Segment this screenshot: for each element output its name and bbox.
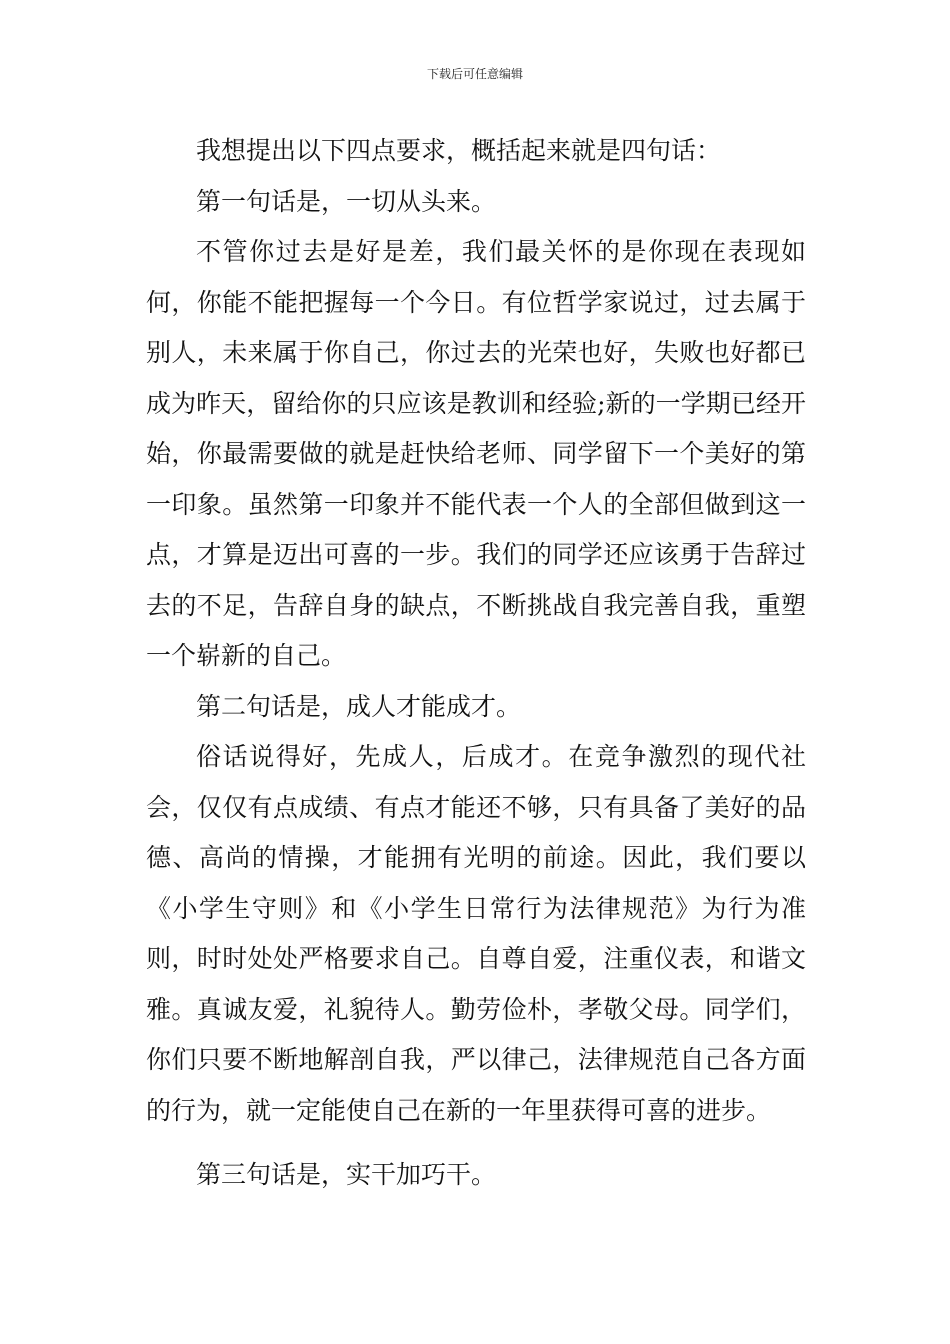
paragraph-point-two-heading: 第二句话是，成人才能成才。 bbox=[196, 691, 522, 721]
paragraph-point-one-body: 不管你过去是好是差，我们最关怀的是你现在表现如何，你能不能把握每一个今日。有位哲学家说过，过去属于别人，未来属于你自己，你过去的光荣也好，失败也好都已成为昨天，留给你的只应该是教训和经验;新的一学期已经开始，你最需要做的就是赶快给老师、同学留下一个美好的第一印象。虽然第一印象并不能代表一个人的全部但做到这一点，才算是迈出可喜的一步。我们的同学还应该勇于告辞过去的不足，告辞自身的缺点，不断挑战自我完善自我，重塑一个崭新的自己。 bbox=[146, 237, 806, 670]
document-body bbox=[146, 126, 806, 1201]
paragraph-point-three-heading: 第三句话是，实干加巧干。 bbox=[196, 1160, 497, 1189]
paragraph-point-two-body: 俗话说得好，先成人，后成才。在竞争激烈的现代社会，仅仅有点成绩、有点才能还不够，只有具备了美好的品德、高尚的情操，才能拥有光明的前途。因此，我们要以《小学生守则》和《小学生日常行为法律规范》为行为准则，时时处处严格要求自己。自尊自爱，注重仪表，和谐文雅。真诚友爱，礼貌待人。勤劳俭朴，孝敬父母。同学们，你们只要不断地解剖自我，严以律己，法律规范自己各方面的行为，就一定能使自己在新的一年里获得可喜的进步。 bbox=[146, 742, 806, 1125]
paragraph-intro: 我想提出以下四点要求，概括起来就是四句话： bbox=[196, 136, 722, 165]
header-note: 下载后可任意编辑 bbox=[426, 67, 523, 81]
paragraph-point-one-heading: 第一句话是，一切从头来。 bbox=[196, 186, 497, 216]
